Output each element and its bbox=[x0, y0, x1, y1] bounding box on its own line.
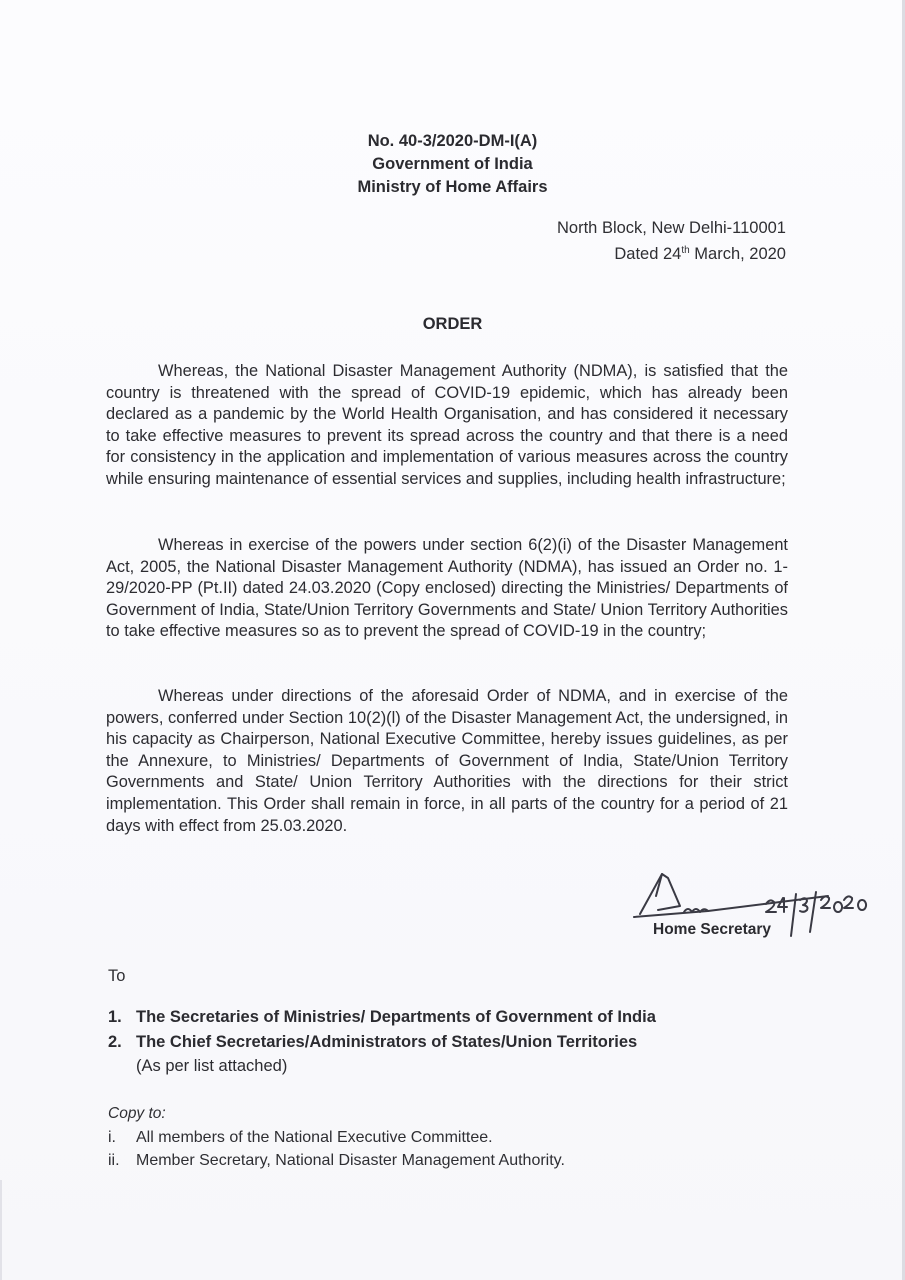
copy-to-label: Copy to: bbox=[108, 1105, 166, 1122]
recipient-number: 2. bbox=[108, 1032, 122, 1051]
order-paragraph-1: Whereas, the National Disaster Management Authority (NDMA), is satisfied that the country is threatened with the spread of COVID-19 epidemic, which has already been declared as a pandemic by the World Health Organisation, and has considered it necessary to take effective measures to prevent its spread across the country and that there is a need for consistency in the application and implementation of various measures across the country while ensuring maintenance of essential services and supplies, including health infrastructure; bbox=[106, 362, 788, 488]
recipient-text: The Chief Secretaries/Administrators of States/Union Territories bbox=[136, 1032, 638, 1051]
copy-item-text: All members of the National Executive Committee. bbox=[136, 1129, 493, 1146]
copy-to-item bbox=[108, 1126, 565, 1149]
signature-block bbox=[628, 866, 888, 946]
address-block bbox=[557, 215, 786, 267]
recipient-number: 1. bbox=[108, 1008, 122, 1026]
file-number: No. 40-3/2020-DM-I(A) bbox=[367, 132, 538, 150]
recipients-note: (As per list attached) bbox=[136, 1057, 288, 1075]
order-date bbox=[557, 241, 786, 267]
order-title: ORDER bbox=[422, 315, 483, 333]
copy-to-item bbox=[108, 1149, 565, 1172]
office-location: North Block, New Delhi-110001 bbox=[557, 219, 786, 237]
letterhead bbox=[0, 130, 905, 199]
date-prefix: Dated 24 bbox=[614, 245, 682, 263]
recipient-item bbox=[108, 1005, 656, 1030]
signatory-designation: Home Secretary bbox=[653, 921, 772, 938]
to-label: To bbox=[108, 967, 126, 985]
recipient-text: The Secretaries of Ministries/ Departments of Government of India bbox=[136, 1008, 656, 1026]
copy-item-number: i. bbox=[108, 1129, 116, 1146]
recipients-list bbox=[108, 1005, 656, 1079]
order-paragraph-2: Whereas in exercise of the powers under section 6(2)(i) of the Disaster Management Act, 2005, the National Disaster Management Authority (NDMA), has issued an Order no. 1-29/2020-PP (Pt.II) dated 24.03.2020 (Copy enclosed) directing the Ministries/ Departments of Government of India, State/Union Territory Governments and State/ Union Territory Authorities to take effective measures so as to prevent the spread of COVID-19 in the country; bbox=[106, 536, 788, 641]
copy-item-text: Member Secretary, National Disaster Management Authority. bbox=[136, 1152, 565, 1169]
ministry-name: Ministry of Home Affairs bbox=[357, 178, 548, 196]
copy-to-list bbox=[108, 1126, 565, 1172]
order-paragraph-3: Whereas under directions of the aforesaid Order of NDMA, and in exercise of the powers, conferred under Section 10(2)(l) of the Disaster Management Act, the undersigned, in his capacity as Chairperson, National Executive Committee, hereby issues guidelines, as per the Annexure, to Ministries/ Departments of Government of India, State/Union Territory Governments and State/ Union Territory Authorities with the directions for their strict implementation. This Order shall remain in force, in all parts of the country for a period of 21 days with effect from 25.03.2020. bbox=[106, 687, 788, 835]
date-ordinal: th bbox=[681, 245, 690, 256]
recipient-item bbox=[108, 1030, 656, 1055]
government-name: Government of India bbox=[372, 155, 533, 173]
copy-item-number: ii. bbox=[108, 1152, 120, 1169]
date-suffix: March, 2020 bbox=[689, 245, 786, 263]
page-edge-shadow-left bbox=[0, 1180, 2, 1280]
